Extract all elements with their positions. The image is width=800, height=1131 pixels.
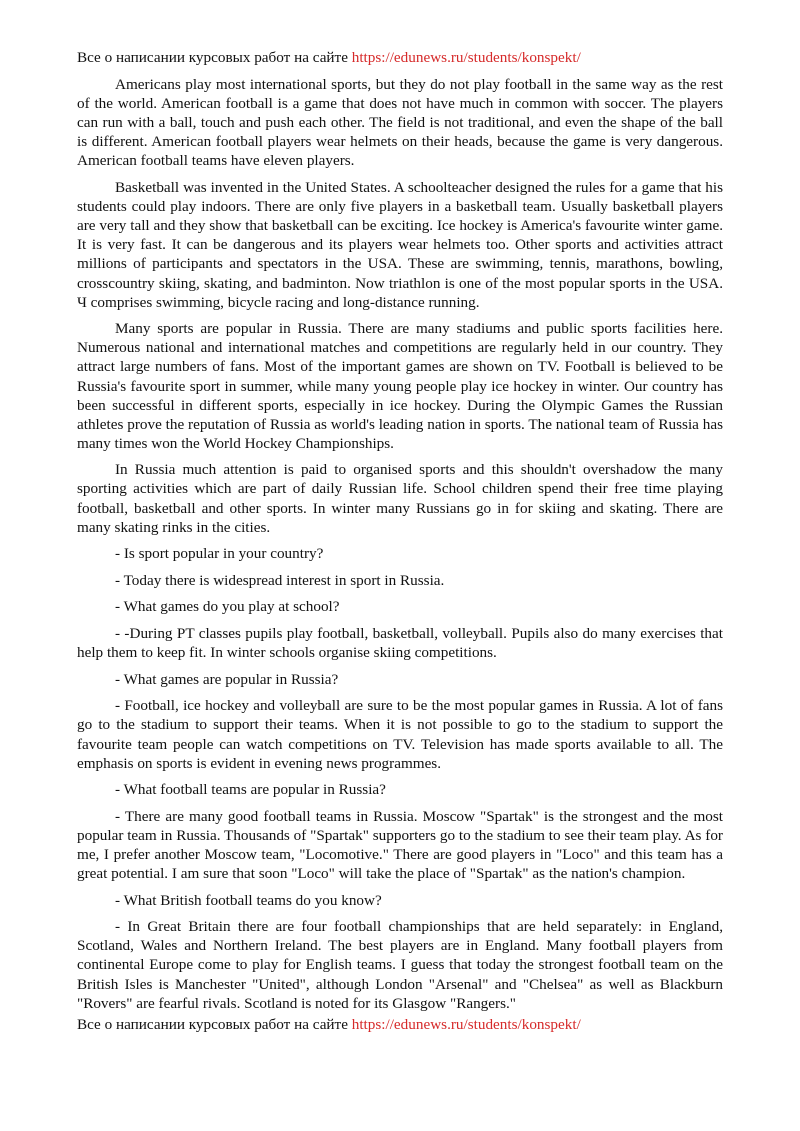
dialogue-question: - What football teams are popular in Russia?	[115, 781, 386, 799]
dialogue-question: - What British football teams do you know?	[115, 891, 382, 909]
page-header	[77, 48, 723, 67]
dialogue-question: - What games are popular in Russia?	[115, 670, 339, 688]
document-page	[77, 48, 723, 1034]
dialogue-answer: - There are many good football teams in Russia. Moscow "Spartak" is the strongest and the most popular team in Russia. Thousands of "Spartak" supporters go to the stadium to see their team play. As for me, I prefer another Moscow team, "Locomotive." There are good players in "Loco" and this team has a great potential. I am sure that soon "Loco" will take the place of "Spartak" as the nation's champion.	[77, 807, 723, 883]
paragraph: Basketball was invented in the United States. A schoolteacher designed the rules for a game that his students could play indoors. There are only five players in a basketball team. Usually basketball players are very tall and they show that basketball can be exciting. Ice hockey is America's favourite winter game. It is very fast. It can be dangerous and its players wear helmets too. Other sports and activities attract millions of participants and spectators in the USA. These are swimming, tennis, marathons, bowling, crosscountry skiing, skating, and badminton. Now triathlon is one of the most popular sports in the USA. Ч comprises swimming, bicycle racing and long-distance running.	[77, 179, 723, 311]
paragraph: Many sports are popular in Russia. There are many stadiums and public sports facilities here. Numerous national and international matches and competitions are regularly held in our country. They attract large numbers of fans. Most of the important games are shown on TV. Football is believed to be Russia's favourite sport in summer, while many young people play ice hockey in winter. Our country has been successful in different sports, especially in ice hockey. During the Olympic Games the Russian athletes prove the reputation of Russia as world's leading nation in sports. The national team of Russia has many times won the World Hockey Championships.	[77, 320, 723, 452]
footer-link[interactable]: https://edunews.ru/students/konspekt/	[351, 1015, 581, 1033]
header-link[interactable]: https://edunews.ru/students/konspekt/	[351, 49, 581, 66]
dialogue-answer: - Football, ice hockey and volleyball are sure to be the most popular games in Russia. A lot of fans go to the stadium to support their teams. When it is not possible to go to the stadium to support the favourite team people can watch competitions on TV. Television has made sports available to all. The emphasis on sports is evident in evening news programmes.	[77, 697, 723, 772]
dialogue-answer: - In Great Britain there are four football championships that are held separately: in England, Scotland, Wales and Northern Ireland. The best players are in England. Many football players from continental Europe come to play for English teams. I guess that today the strongest football team on the British Isles is Manchester "United", although London "Arsenal" and "Chelsea" as well as Blackburn "Rovers" are fearful rivals. Scotland is noted for its Glasgow "Rangers."	[77, 918, 723, 1012]
dialogue-question: - Is sport popular in your country?	[115, 545, 324, 563]
page-footer	[77, 1015, 723, 1034]
dialogue-question: - What games do you play at school?	[115, 598, 340, 616]
dialogue-answer: - -During PT classes pupils play football, basketball, volleyball. Pupils also do many exercises that help them to keep fit. In winter schools organise skiing competitions.	[77, 625, 723, 662]
paragraph: Americans play most international sports, but they do not play football in the same way as the rest of the world. American football is a game that does not have much in common with soccer. The players can run with a ball, touch and push each other. The field is not traditional, and even the shape of the ball is different. American football players wear helmets on their heads, because the game is very dangerous. American football teams have eleven players.	[77, 76, 723, 170]
paragraph: In Russia much attention is paid to organised sports and this shouldn't overshadow the many sporting activities which are part of daily Russian life. School children spend their free time playing football, basketball and other sports. In winter many Russians go in for skiing and skating. There are many skating rinks in the cities.	[77, 461, 723, 536]
footer-text: Все о написании курсовых работ на сайте	[77, 1015, 352, 1033]
dialogue-answer: - Today there is widespread interest in sport in Russia.	[115, 571, 445, 589]
header-text: Все о написании курсовых работ на сайте	[77, 49, 352, 66]
